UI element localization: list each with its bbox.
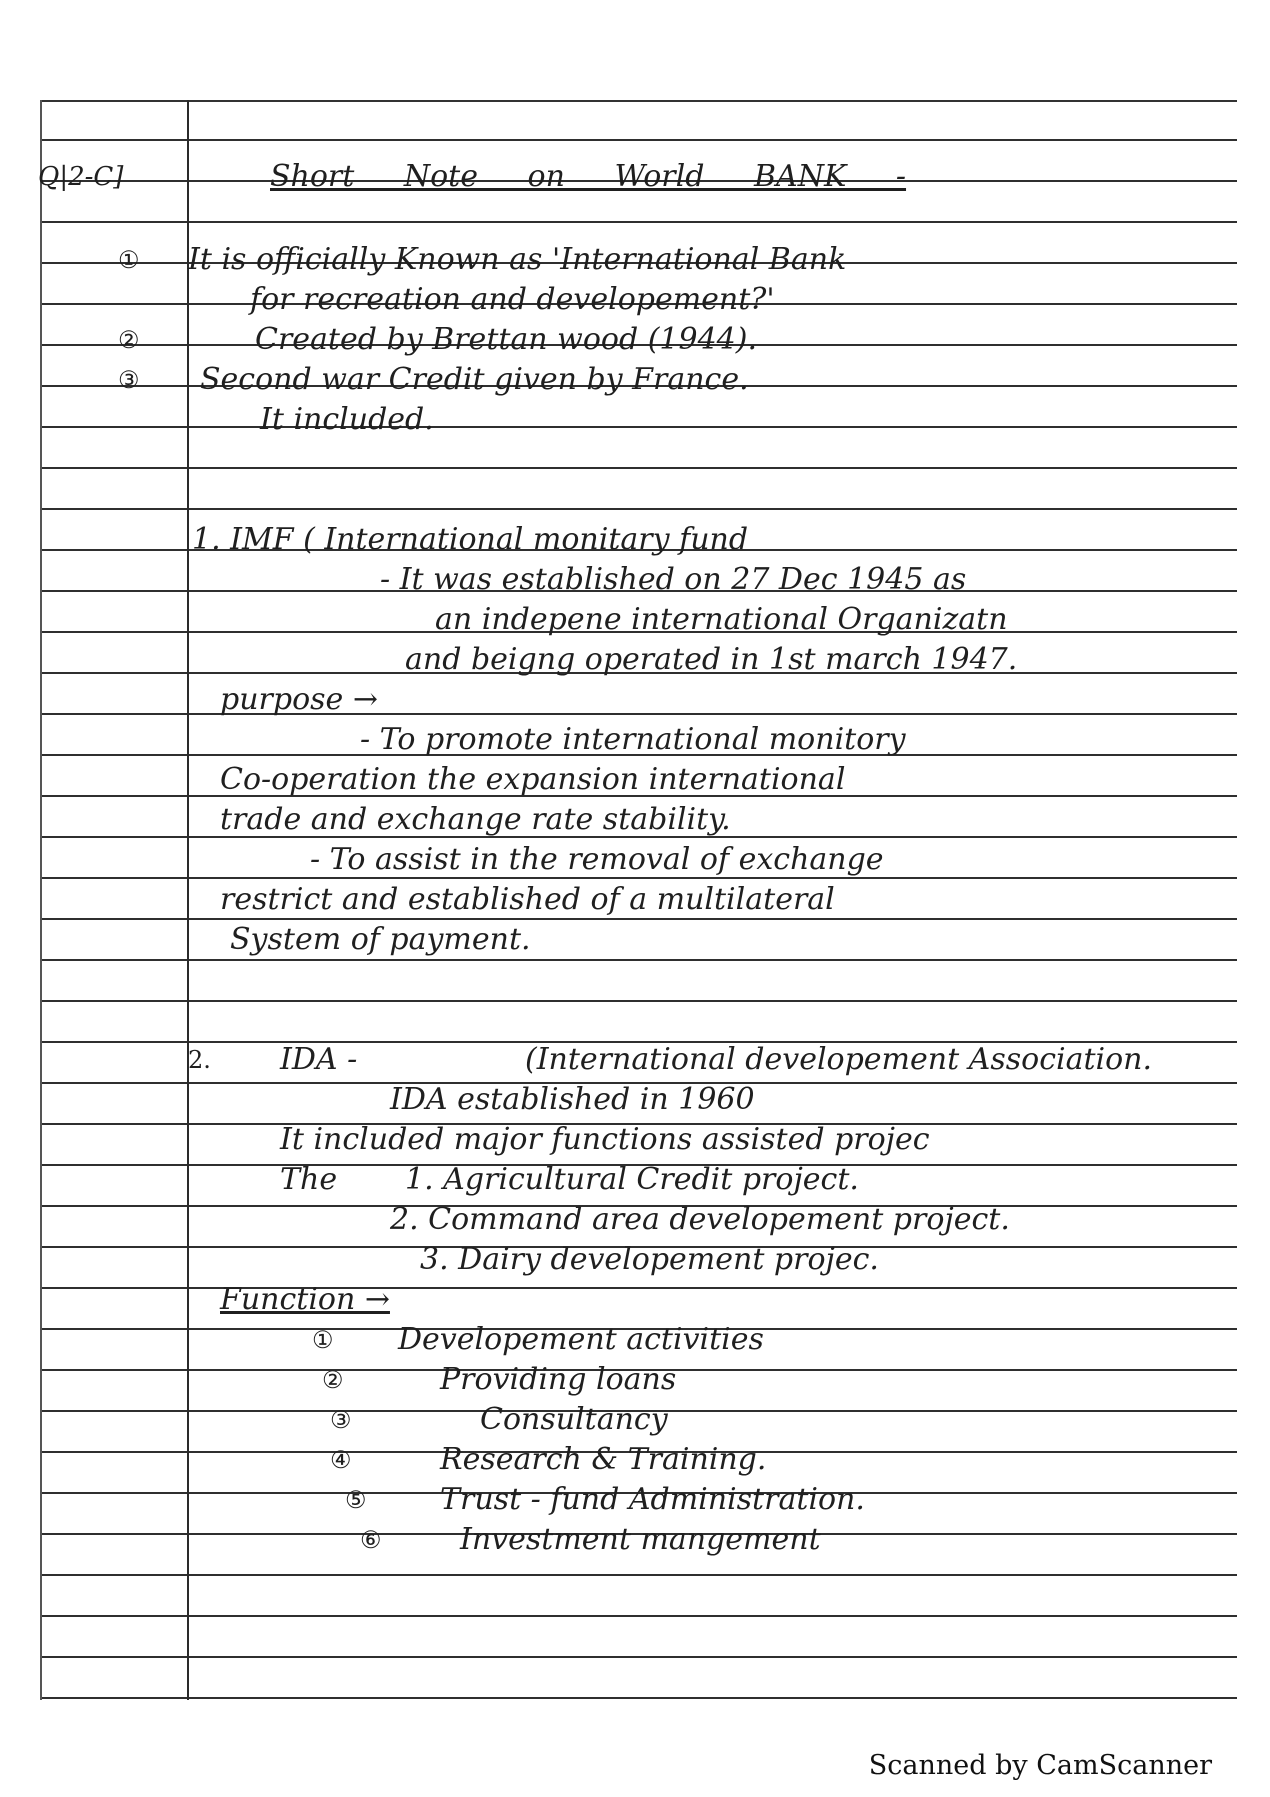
purpose-line: System of payment. — [230, 922, 531, 957]
function-marker: ③ — [330, 1406, 352, 1434]
ida-line: It included major functions assisted projec — [280, 1122, 930, 1157]
question-number: Q|2-C] — [38, 162, 124, 192]
purpose-line: - To promote international monitory — [360, 722, 906, 757]
function-marker: ⑤ — [345, 1486, 367, 1514]
intro-marker: ③ — [118, 366, 140, 394]
function-item: Trust - fund Administration. — [440, 1482, 865, 1517]
intro-marker: ① — [118, 246, 140, 274]
purpose-line: - To assist in the removal of exchange — [310, 842, 884, 877]
purpose-label: purpose → — [220, 682, 378, 717]
ida-line: IDA established in 1960 — [390, 1082, 755, 1117]
ida-project: 2. Command area developement project. — [390, 1202, 1010, 1237]
function-item: Research & Training. — [440, 1442, 767, 1477]
margin-line — [187, 100, 189, 1700]
function-marker: ④ — [330, 1446, 352, 1474]
intro-line: Created by Brettan wood (1944). — [255, 322, 758, 357]
function-item: Providing loans — [440, 1362, 677, 1397]
intro-line: for recreation and developement?' — [250, 282, 775, 317]
scanner-watermark: Scanned by CamScanner — [868, 1750, 1212, 1781]
intro-line: Second war Credit given by France. — [200, 362, 749, 397]
function-item: Developement activities — [398, 1322, 764, 1357]
ida-line: The — [280, 1162, 338, 1197]
ida-project: 1. Agricultural Credit project. — [405, 1162, 859, 1197]
function-marker: ⑥ — [360, 1526, 382, 1554]
function-item: Consultancy — [480, 1402, 668, 1437]
imf-line: - It was established on 27 Dec 1945 as — [380, 562, 967, 597]
ida-number: 2. — [188, 1046, 211, 1074]
page-title: Short Note on World BANK - — [270, 159, 907, 194]
purpose-line: trade and exchange rate stability. — [220, 802, 731, 837]
imf-heading: 1. IMF ( International monitary fund — [192, 522, 749, 557]
ida-full-name: (International developement Association. — [525, 1042, 1153, 1077]
intro-marker: ② — [118, 326, 140, 354]
ida-project: 3. Dairy developement projec. — [420, 1242, 879, 1277]
function-label: Function → — [220, 1282, 390, 1317]
function-item: Investment mangement — [460, 1522, 821, 1557]
imf-line: an indepene international Organizatn — [435, 602, 1008, 637]
intro-line: It included. — [260, 402, 434, 437]
purpose-line: restrict and established of a multilateral — [220, 882, 835, 917]
function-marker: ① — [312, 1326, 334, 1354]
function-marker: ② — [322, 1366, 344, 1394]
imf-line: and beigng operated in 1st march 1947. — [405, 642, 1018, 677]
ida-label: IDA - — [280, 1042, 358, 1077]
purpose-line: Co-operation the expansion international — [220, 762, 846, 797]
intro-line: It is officially Known as 'International Bank — [188, 242, 847, 277]
